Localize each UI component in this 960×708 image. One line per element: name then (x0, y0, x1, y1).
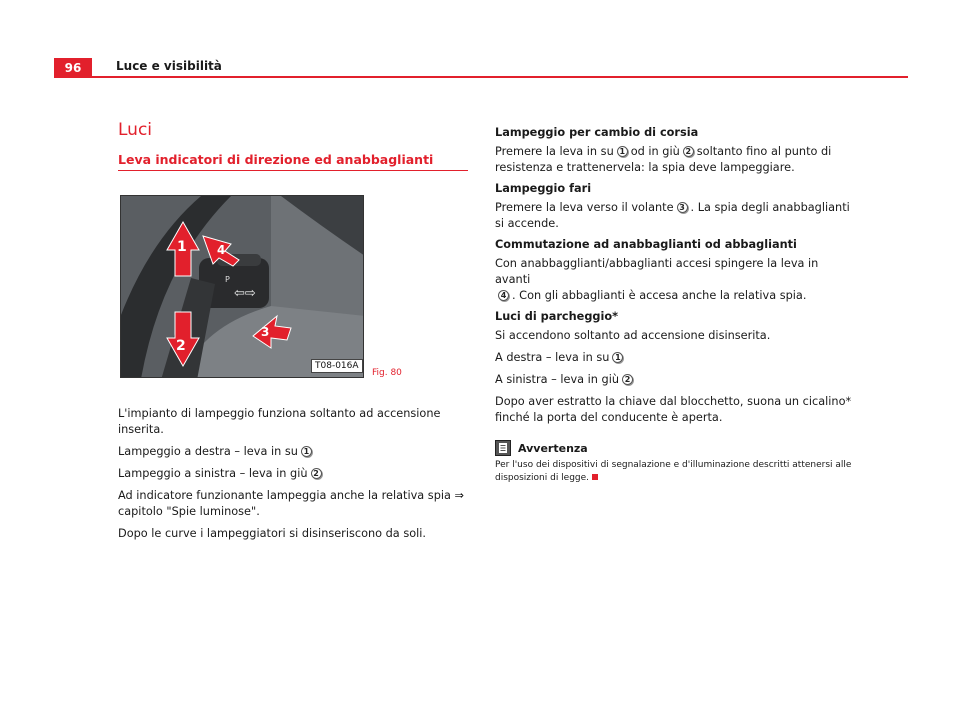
ref-number: 2 (683, 146, 694, 157)
subsection-title: Commutazione ad anabbaglianti od abbaglianti (495, 238, 797, 251)
paragraph: Premere la leva in su 1 od in giù 2 soltanto fino al punto di resistenza e trattenervela: la spia deve lampeggiare. (495, 145, 832, 174)
ref-number: 2 (622, 374, 633, 385)
figure-steering-lever (120, 195, 364, 378)
paragraph: Ad indicatore funzionante lampeggia anche la relativa spia ⇒ capitolo "Spie luminose". (118, 489, 464, 518)
callout-1: 1 (177, 239, 187, 255)
note-header (495, 440, 855, 456)
figure-code: T08-016A (311, 359, 363, 373)
svg-text:⇦⇨: ⇦⇨ (234, 286, 256, 301)
figure-container (118, 195, 468, 380)
header-rule (54, 76, 908, 78)
ref-number: 1 (301, 446, 312, 457)
callout-2: 2 (176, 338, 186, 354)
svg-text:P: P (225, 275, 230, 284)
figure-caption: Fig. 80 (372, 368, 402, 378)
info-note-icon (495, 440, 511, 456)
right-column (495, 124, 855, 491)
left-body-text (118, 406, 468, 542)
subsection-title: Lampeggio fari (495, 182, 592, 195)
note-title: Avvertenza (518, 441, 588, 455)
running-header: Luce e visibilità (116, 59, 222, 73)
paragraph: Premere la leva verso il volante 3 . La spia degli anabbaglianti si accende. (495, 201, 850, 230)
callout-4: 4 (217, 243, 226, 257)
ref-number: 2 (311, 468, 322, 479)
paragraph: Con anabbagglianti/abbaglianti accesi spingere la leva in avanti 4 . Con gli abbaglianti è accesa anche la relativa spia. (495, 257, 819, 302)
subsection-title: Lampeggio per cambio di corsia (495, 126, 699, 139)
paragraph: Si accendono soltanto ad accensione disinserita. (495, 329, 771, 342)
ref-number: 1 (612, 352, 623, 363)
cross-ref-arrow-icon: ⇒ (454, 489, 464, 502)
left-column (118, 120, 468, 548)
ref-number: 4 (498, 290, 509, 301)
lever-illustration (121, 196, 364, 378)
chapter-title: Luci (118, 120, 153, 140)
paragraph: A destra – leva in su 1 (495, 350, 855, 366)
paragraph: L'impianto di lampeggio funziona soltanto ad accensione inserita. (118, 407, 441, 436)
paragraph: Dopo le curve i lampeggiatori si disinseriscono da soli. (118, 527, 426, 540)
note-text: Per l'uso dei dispositivi di segnalazione e d'illuminazione descritti attenersi alle disposizioni di legge. (495, 460, 852, 483)
ref-number: 1 (617, 146, 628, 157)
section-title: Leva indicatori di direzione ed anabbaglianti (118, 152, 468, 171)
end-marker-icon (592, 474, 598, 480)
callout-3: 3 (261, 325, 270, 339)
ref-number: 3 (677, 202, 688, 213)
subsection-title: Luci di parcheggio* (495, 310, 619, 323)
paragraph: Lampeggio a sinistra – leva in giù 2 (118, 466, 468, 482)
page-number: 96 (54, 58, 92, 78)
paragraph: Lampeggio a destra – leva in su 1 (118, 444, 468, 460)
paragraph: A sinistra – leva in giù 2 (495, 372, 855, 388)
paragraph: Dopo aver estratto la chiave dal blocchetto, suona un cicalino* finché la porta del conducente è aperta. (495, 395, 852, 424)
